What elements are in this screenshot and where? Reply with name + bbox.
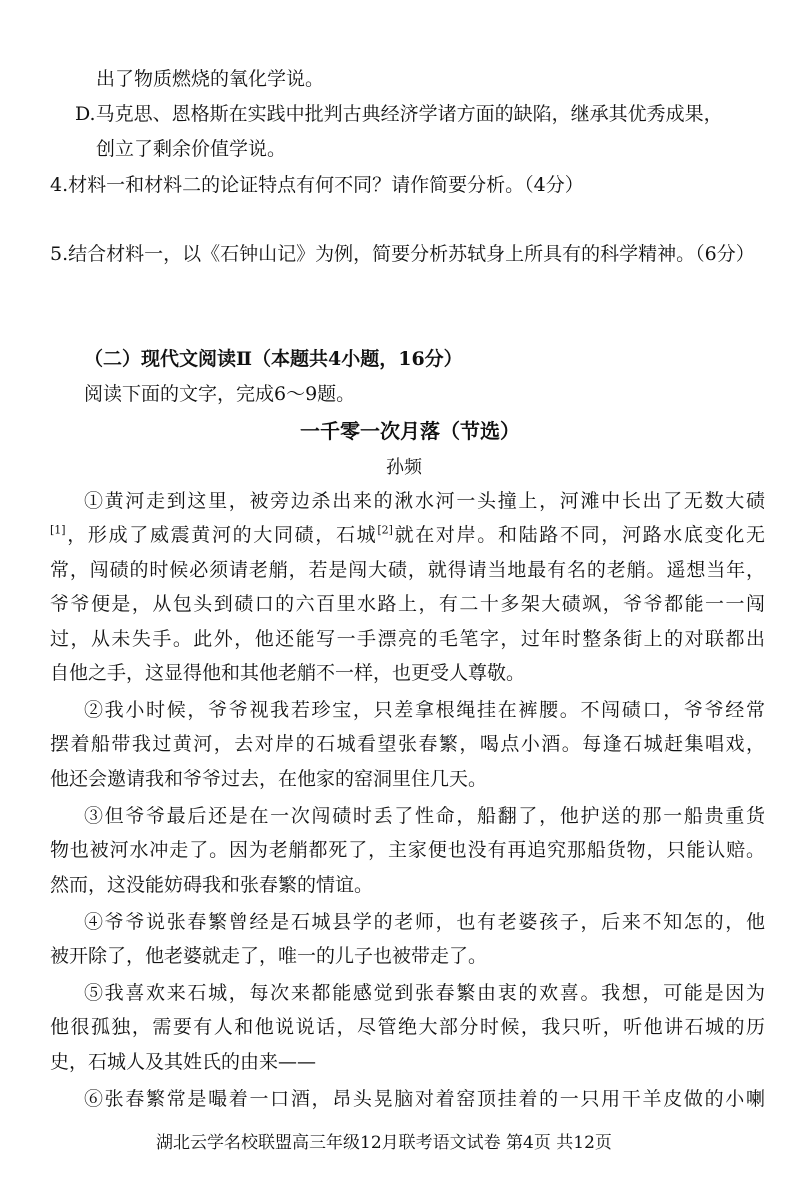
footnote-ref-1: [1] [50,523,66,537]
paragraph-2-line: 他还会邀请我和爷爷过去，在他家的窑洞里住几天。 [50,768,488,790]
paragraph-3-line: ③但爷爷最后还是在一次闯碛时丢了性命，船翻了，他护送的那一船贵重货 [84,805,765,827]
passage-author: 孙频 [386,457,422,478]
paragraph-1-line-footnotes [50,522,765,548]
paragraph-1-line: ①黄河走到这里，被旁边杀出来的湫水河一头撞上，河滩中长出了无数大碛 [84,490,765,512]
paragraph-3-line: 然而，这没能妨碍我和张春繁的情谊。 [50,874,374,896]
q3-option-d-line2: 创立了剩余价值学说。 [96,138,287,160]
passage-title: 一千零一次月落（节选） [300,419,520,443]
paragraph-6-line: ⑥张春繁常是嘬着一口酒，昂头晃脑对着窑顶挂着的一只用干羊皮做的小喇 [84,1088,765,1110]
paragraph-1-line: 自他之手，这显得他和其他老艄不一样，也更受人尊敬。 [50,662,526,684]
paragraph-1-line: 过，从未失手。此外，他还能写一手漂亮的毛笔字，过年时整条街上的对联都出 [50,628,765,650]
section-heading: （二）现代文阅读Ⅱ（本题共4小题，16分） [84,348,463,370]
q3-option-c-tail: 出了物质燃烧的氧化学说。 [96,68,325,90]
paragraph-5-line: 他很孤独，需要有人和他说说话，尽管绝大部分时候，我只听，听他讲石城的历 [50,1016,765,1038]
footnote-ref-2: [2] [377,523,393,537]
paragraph-1-line: 爷爷便是，从包头到碛口的六百里水路上，有二十多架大碛飒，爷爷都能一一闯 [50,593,765,615]
question-4: 4.材料一和材料二的论证特点有何不同？请作简要分析。（4分） [50,174,584,196]
paragraph-2-line: 摆着船带我过黄河，去对岸的石城看望张春繁，喝点小酒。每逢石城赶集唱戏， [50,733,765,755]
paragraph-5-line: ⑤我喜欢来石城，每次来都能感觉到张春繁由衷的欢喜。我想，可能是因为 [84,982,765,1004]
paragraph-3-line: 物也被河水冲走了。因为老艄都死了，主家便也没有再追究那船货物，只能认赔。 [50,839,765,861]
paragraph-1-fragment: 就在对岸。和陆路不同，河路水底变化无 [392,524,765,546]
q3-option-d-line1: D.马克思、恩格斯在实践中批判古典经济学诸方面的缺陷，继承其优秀成果， [75,103,723,125]
reading-instruction: 阅读下面的文字，完成6～9题。 [84,383,356,405]
paragraph-2-line: ②我小时候，爷爷视我若珍宝，只差拿根绳挂在裤腰。不闯碛口，爷爷经常 [84,699,765,721]
paragraph-4-line: ④爷爷说张春繁曾经是石城县学的老师，也有老婆孩子，后来不知怎的，他 [84,911,765,933]
page-footer: 湖北云学名校联盟高三年级12月联考语文试卷 第4页 共12页 [156,1133,612,1153]
paragraph-1-line: 常，闯碛的时候必须请老艄，若是闯大碛，就得请当地最有名的老艄。遥想当年， [50,559,765,581]
paragraph-5-line: 史，石城人及其姓氏的由来—— [50,1051,317,1073]
question-5: 5.结合材料一，以《石钟山记》为例，简要分析苏轼身上所具有的科学精神。（6分） [50,243,755,265]
paragraph-4-line: 被开除了，他老婆就走了，唯一的儿子也被带走了。 [50,945,488,967]
paragraph-1-fragment: ，形成了威震黄河的大同碛，石城 [65,524,378,546]
